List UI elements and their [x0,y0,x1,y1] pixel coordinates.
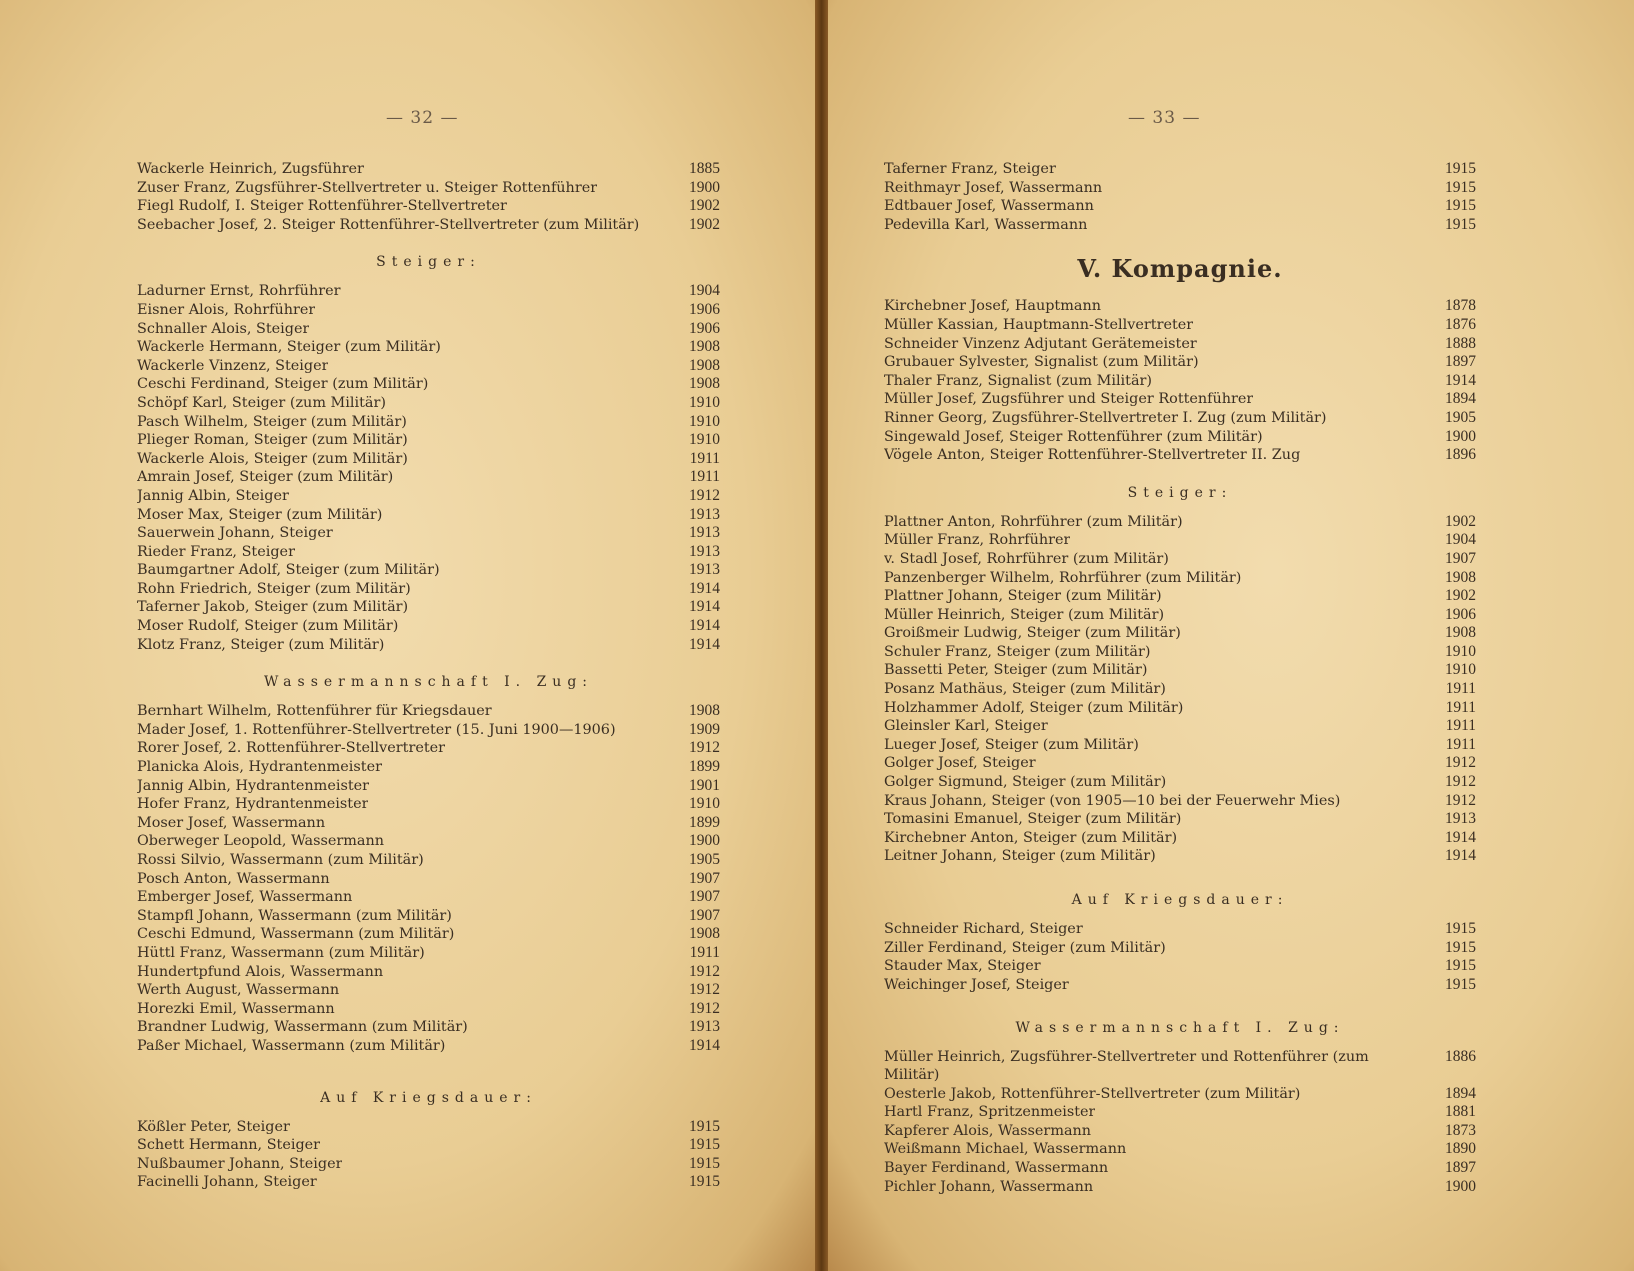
member-entry [884,197,1476,216]
member-entry [884,1122,1476,1141]
left-wassermannschaft-heading: Wassermannschaft I. Zug: [263,674,594,691]
member-year: 1908 [1445,568,1476,586]
member-year: 1912 [689,486,720,504]
member-year: 1915 [689,1136,720,1154]
member-entry [137,1155,720,1174]
member-year: 1914 [1445,371,1476,389]
member-name: Seebacher Josef, 2. Steiger Rottenführer-Stellvertreter (zum Militär) [137,216,640,233]
member-entry [137,944,720,963]
member-year: 1907 [689,869,720,887]
member-name: Pichler Johann, Wassermann [884,1178,1094,1195]
member-year: 1913 [1445,810,1476,828]
member-entry [137,506,720,525]
member-name: Tomasini Emanuel, Steiger (zum Militär) [884,811,1182,828]
member-name: Stauder Max, Steiger [884,958,1041,975]
member-entry [137,320,720,339]
member-entry [884,390,1476,409]
member-year: 1890 [1445,1140,1476,1158]
member-entry [137,1173,720,1192]
member-year: 1914 [689,617,720,635]
member-year: 1915 [689,1154,720,1172]
member-entry [137,1018,720,1037]
member-year: 1914 [689,635,720,653]
member-name: Reithmayr Josef, Wassermann [884,179,1103,196]
member-year: 1913 [689,542,720,560]
member-entry [884,179,1476,198]
member-name: Werth August, Wassermann [137,982,340,999]
member-name: Planicka Alois, Hydrantenmeister [137,759,382,776]
member-entry [884,513,1476,532]
member-name: Rossi Silvio, Wassermann (zum Militär) [137,852,424,868]
left-kriegsdauer-heading: Auf Kriegsdauer: [320,1089,537,1106]
right-kriegsdauer-list [884,920,1476,994]
member-entry [137,1037,720,1056]
member-name: Rohn Friedrich, Steiger (zum Militär) [137,580,411,597]
member-name: Kapferer Alois, Wassermann [884,1122,1092,1139]
member-year: 1913 [689,1018,720,1036]
member-entry [884,297,1476,316]
member-name: Singewald Josef, Steiger Rottenführer (zum Militär) [884,428,1263,445]
kompagnie-list [884,297,1476,464]
member-entry [137,160,720,179]
member-year: 1905 [689,851,720,868]
member-entry [884,372,1476,391]
member-name: Hundertpfund Alois, Wassermann [137,963,384,980]
member-name: Bassetti Peter, Steiger (zum Militär) [884,662,1148,679]
member-year: 1914 [689,579,720,597]
member-entry [137,907,720,926]
right-intro-list [884,160,1476,234]
member-entry [137,487,720,506]
member-year: 1900 [1445,1177,1476,1195]
member-name: Hofer Franz, Hydrantenmeister [137,796,369,813]
member-entry [137,617,720,636]
member-name: Pasch Wilhelm, Steiger (zum Militär) [137,413,407,430]
member-year: 1897 [1445,353,1476,371]
member-name: Wackerle Heinrich, Zugsführer [137,161,364,177]
member-year: 1911 [689,468,720,486]
member-year: 1912 [689,739,720,757]
member-name: Wackerle Vinzenz, Steiger [137,357,329,374]
member-name: Müller Josef, Zugsführer und Steiger Rottenführer [884,391,1254,408]
member-entry [137,963,720,982]
member-entry [137,1118,720,1137]
member-entry [137,431,720,450]
page-number-right: — 33 — [1128,108,1201,128]
member-name: Edtbauer Josef, Wassermann [884,198,1094,215]
member-name: Kraus Johann, Steiger (von 1905—10 bei der Feuerwehr Mies) [884,792,1341,809]
member-entry [884,1085,1476,1104]
member-name: v. Stadl Josef, Rohrführer (zum Militär) [884,550,1169,567]
member-year: 1911 [689,943,720,961]
member-entry [137,598,720,617]
member-year: 1885 [689,160,720,177]
member-entry [884,699,1476,718]
member-name: Schuler Franz, Steiger (zum Militär) [884,643,1151,660]
member-year: 1911 [1445,735,1476,753]
member-entry [884,920,1476,939]
member-name: Weichinger Josef, Steiger [884,976,1069,993]
member-entry [884,736,1476,755]
member-entry [884,353,1476,372]
left-wassermannschaft-list [137,702,720,1055]
member-year: 1908 [689,375,720,393]
member-entry [884,1140,1476,1159]
member-entry [884,1048,1476,1084]
member-year: 1907 [689,888,720,906]
member-entry [884,829,1476,848]
member-name: Leitner Johann, Steiger (zum Militär) [884,848,1156,865]
member-name: Müller Heinrich, Steiger (zum Militär) [884,606,1165,623]
member-entry [884,773,1476,792]
member-year: 1911 [1445,717,1476,735]
member-entry [137,981,720,1000]
member-year: 1909 [689,720,720,738]
member-year: 1910 [689,795,720,813]
member-year: 1915 [1445,197,1476,215]
member-entry [884,428,1476,447]
member-name: Kößler Peter, Steiger [137,1118,290,1135]
member-name: Nußbaumer Johann, Steiger [137,1155,343,1172]
member-year: 1902 [689,197,720,215]
member-name: Kirchebner Anton, Steiger (zum Militär) [884,829,1178,846]
member-year: 1914 [689,1036,720,1054]
member-year: 1900 [689,178,720,196]
left-page-content [137,160,720,1192]
member-year: 1913 [689,561,720,579]
member-name: Oesterle Jakob, Rottenführer-Stellvertreter (zum Militär) [884,1085,1301,1102]
member-entry [137,561,720,580]
member-name: Grubauer Sylvester, Signalist (zum Militär) [884,354,1199,371]
left-intro-list [137,160,720,234]
member-name: Posch Anton, Wassermann [137,870,330,887]
member-entry [137,216,720,235]
member-name: Jannig Albin, Hydrantenmeister [137,777,370,794]
member-name: Ladurner Ernst, Rohrführer [137,283,341,300]
kompagnie-heading: V. Kompagnie. [1077,254,1283,284]
member-name: Lueger Josef, Steiger (zum Militär) [884,736,1139,753]
member-year: 1873 [1445,1121,1476,1139]
member-year: 1911 [1445,680,1476,698]
member-year: 1908 [689,925,720,943]
member-year: 1914 [1445,847,1476,865]
member-name: Wackerle Hermann, Steiger (zum Militär) [137,339,441,356]
member-name: Fiegl Rudolf, I. Steiger Rottenführer-Stellvertreter [137,198,507,215]
member-entry [137,1000,720,1019]
member-year: 1899 [689,758,720,776]
right-steiger-list [884,513,1476,866]
member-entry [884,680,1476,699]
member-name: Rinner Georg, Zugsführer-Stellvertreter I. Zug (zum Militär) [884,409,1327,426]
member-name: Weißmann Michael, Wassermann [884,1141,1127,1158]
member-year: 1900 [689,832,720,850]
member-year: 1912 [689,962,720,980]
member-name: Eisner Alois, Rohrführer [137,301,316,318]
member-entry [137,282,720,301]
member-year: 1906 [1445,605,1476,623]
member-entry [884,569,1476,588]
member-name: Plattner Johann, Steiger (zum Militär) [884,588,1162,605]
member-name: Oberweger Leopold, Wassermann [137,833,385,850]
left-steiger-list [137,282,720,654]
member-entry [884,754,1476,773]
member-entry [137,851,720,870]
member-entry [137,450,720,469]
member-entry [884,661,1476,680]
member-entry [884,335,1476,354]
member-year: 1915 [1445,215,1476,233]
member-entry [137,832,720,851]
member-year: 1907 [1445,549,1476,567]
member-name: Schöpf Karl, Steiger (zum Militär) [137,394,386,411]
member-entry [884,1103,1476,1122]
member-name: Plieger Roman, Steiger (zum Militär) [137,432,408,449]
member-name: Taferner Jakob, Steiger (zum Militär) [137,599,409,616]
member-year: 1911 [689,449,720,467]
member-name: Vögele Anton, Steiger Rottenführer-Stellvertreter II. Zug [884,447,1301,464]
member-entry [884,624,1476,643]
member-year: 1908 [689,356,720,374]
member-entry [884,792,1476,811]
member-entry [884,717,1476,736]
member-name: Rieder Franz, Steiger [137,543,295,560]
member-year: 1913 [689,524,720,542]
member-entry [884,446,1476,465]
member-name: Jannig Albin, Steiger [137,487,289,504]
member-year: 1915 [1445,160,1476,177]
member-entry [884,847,1476,866]
member-year: 1906 [689,300,720,318]
member-name: Holzhammer Adolf, Steiger (zum Militär) [884,699,1184,716]
member-year: 1912 [689,981,720,999]
member-name: Moser Josef, Wassermann [137,814,326,831]
member-year: 1915 [689,1173,720,1191]
member-entry [137,758,720,777]
member-entry [137,721,720,740]
member-name: Müller Franz, Rohrführer [884,532,1071,549]
member-year: 1904 [1445,531,1476,549]
member-name: Groißmeir Ludwig, Steiger (zum Militär) [884,625,1181,642]
member-entry [137,888,720,907]
member-year: 1912 [1445,773,1476,791]
member-entry [884,216,1476,235]
member-name: Schett Hermann, Steiger [137,1137,321,1154]
member-name: Ceschi Edmund, Wassermann (zum Militär) [137,926,455,943]
member-entry [137,543,720,562]
member-name: Golger Sigmund, Steiger (zum Militär) [884,774,1167,791]
member-name: Kirchebner Josef, Hauptmann [884,298,1101,315]
member-name: Facinelli Johann, Steiger [137,1174,317,1191]
right-page-content [884,160,1476,1196]
member-year: 1914 [689,598,720,616]
member-name: Brandner Ludwig, Wassermann (zum Militär) [137,1019,468,1036]
right-steiger-heading: Steiger: [1127,484,1233,501]
member-year: 1912 [1445,754,1476,772]
member-year: 1908 [1445,624,1476,642]
member-name: Moser Rudolf, Steiger (zum Militär) [137,618,399,635]
member-year: 1906 [689,319,720,337]
member-year: 1900 [1445,427,1476,445]
member-entry [137,580,720,599]
member-entry [884,643,1476,662]
member-entry [884,587,1476,606]
member-year: 1914 [1445,828,1476,846]
member-name: Mader Josef, 1. Rottenführer-Stellvertreter (15. Juni 1900—1906) [137,721,616,738]
member-entry [137,413,720,432]
member-year: 1901 [689,776,720,794]
member-entry [137,338,720,357]
member-name: Zuser Franz, Zugsführer-Stellvertreter u. Steiger Rottenführer [137,179,598,196]
member-year: 1911 [1445,698,1476,716]
member-year: 1910 [1445,642,1476,660]
member-name: Taferner Franz, Steiger [884,161,1056,177]
member-year: 1915 [1445,920,1476,937]
member-name: Sauerwein Johann, Steiger [137,525,333,542]
member-name: Moser Max, Steiger (zum Militär) [137,506,383,523]
member-name: Klotz Franz, Steiger (zum Militär) [137,636,385,653]
member-entry [137,394,720,413]
member-year: 1888 [1445,334,1476,352]
member-name: Ceschi Ferdinand, Steiger (zum Militär) [137,376,429,393]
member-year: 1910 [689,393,720,411]
member-name: Paßer Michael, Wassermann (zum Militär) [137,1037,446,1054]
member-year: 1915 [1445,178,1476,196]
member-entry [884,160,1476,179]
member-name: Panzenberger Wilhelm, Rohrführer (zum Militär) [884,569,1242,586]
right-wassermannschaft-list [884,1048,1476,1196]
member-name: Schnaller Alois, Steiger [137,320,310,337]
member-year: 1915 [1445,975,1476,993]
member-name: Posanz Mathäus, Steiger (zum Militär) [884,681,1166,698]
member-entry [137,795,720,814]
member-year: 1910 [689,412,720,430]
member-year: 1894 [1445,1084,1476,1102]
member-year: 1902 [1445,512,1476,530]
member-year: 1902 [689,215,720,233]
page-number-left: — 32 — [386,108,459,128]
member-entry [884,550,1476,569]
member-year: 1912 [689,999,720,1017]
left-page [0,0,815,1271]
member-entry [884,1159,1476,1178]
left-steiger-heading: Steiger: [376,254,481,271]
member-year: 1915 [1445,938,1476,956]
book-gutter [815,0,828,1271]
member-entry [137,702,720,721]
member-entry [884,606,1476,625]
member-entry [137,375,720,394]
member-entry [884,316,1476,335]
member-name: Stampfl Johann, Wassermann (zum Militär) [137,907,452,924]
member-name: Plattner Anton, Rohrführer (zum Militär) [884,513,1183,530]
member-year: 1907 [689,906,720,924]
member-entry [137,197,720,216]
member-name: Ziller Ferdinand, Steiger (zum Militär) [884,939,1166,956]
member-name: Müller Kassian, Hauptmann-Stellvertreter [884,316,1194,333]
member-entry [137,636,720,655]
member-name: Wackerle Alois, Steiger (zum Militär) [137,450,408,467]
member-entry [884,409,1476,428]
member-entry [884,531,1476,550]
member-year: 1912 [1445,791,1476,809]
member-year: 1902 [1445,587,1476,605]
member-name: Hüttl Franz, Wassermann (zum Militär) [137,944,425,961]
member-name: Rorer Josef, 2. Rottenführer-Stellvertreter [137,740,446,757]
member-entry [137,777,720,796]
member-entry [137,1136,720,1155]
member-entry [884,976,1476,995]
member-name: Thaler Franz, Signalist (zum Militär) [884,372,1153,389]
member-year: 1878 [1445,297,1476,315]
member-entry [884,810,1476,829]
member-entry [884,957,1476,976]
member-year: 1881 [1445,1103,1476,1121]
member-name: Emberger Josef, Wassermann [137,889,353,906]
member-year: 1886 [1445,1048,1476,1066]
member-year: 1904 [689,282,720,300]
member-name: Golger Josef, Steiger [884,755,1036,772]
member-year: 1896 [1445,446,1476,464]
member-entry [137,524,720,543]
member-year: 1908 [689,702,720,720]
member-name: Gleinsler Karl, Steiger [884,718,1048,735]
member-name: Müller Heinrich, Zugsführer-Stellvertreter und Rottenführer (zum Militär) [884,1049,1369,1083]
member-entry [137,870,720,889]
right-wassermannschaft-heading: Wassermannschaft I. Zug: [1015,1020,1345,1037]
member-year: 1910 [689,431,720,449]
member-name: Bayer Ferdinand, Wassermann [884,1159,1109,1176]
member-entry [137,814,720,833]
member-year: 1915 [689,1117,720,1135]
member-name: Pedevilla Karl, Wassermann [884,216,1088,233]
left-kriegsdauer-list [137,1118,720,1192]
member-year: 1913 [689,505,720,523]
member-entry [137,301,720,320]
member-name: Baumgartner Adolf, Steiger (zum Militär) [137,562,440,579]
member-year: 1894 [1445,390,1476,408]
member-entry [137,468,720,487]
member-name: Schneider Vinzenz Adjutant Gerätemeister [884,335,1197,352]
member-year: 1910 [1445,661,1476,679]
right-page [828,0,1634,1271]
member-year: 1915 [1445,957,1476,975]
member-entry [137,739,720,758]
member-year: 1908 [689,338,720,356]
member-entry [137,179,720,198]
member-year: 1897 [1445,1158,1476,1176]
member-name: Schneider Richard, Steiger [884,921,1083,937]
member-entry [884,1178,1476,1197]
member-entry [137,925,720,944]
member-name: Horezki Emil, Wassermann [137,1000,335,1017]
member-year: 1905 [1445,408,1476,426]
member-year: 1899 [689,813,720,831]
right-kriegsdauer-heading: Auf Kriegsdauer: [1071,892,1289,908]
member-name: Hartl Franz, Spritzenmeister [884,1104,1096,1121]
member-entry [137,357,720,376]
member-entry [884,939,1476,958]
member-name: Bernhart Wilhelm, Rottenführer für Kriegsdauer [137,703,492,720]
member-name: Amrain Josef, Steiger (zum Militär) [137,469,394,486]
member-year: 1876 [1445,315,1476,333]
